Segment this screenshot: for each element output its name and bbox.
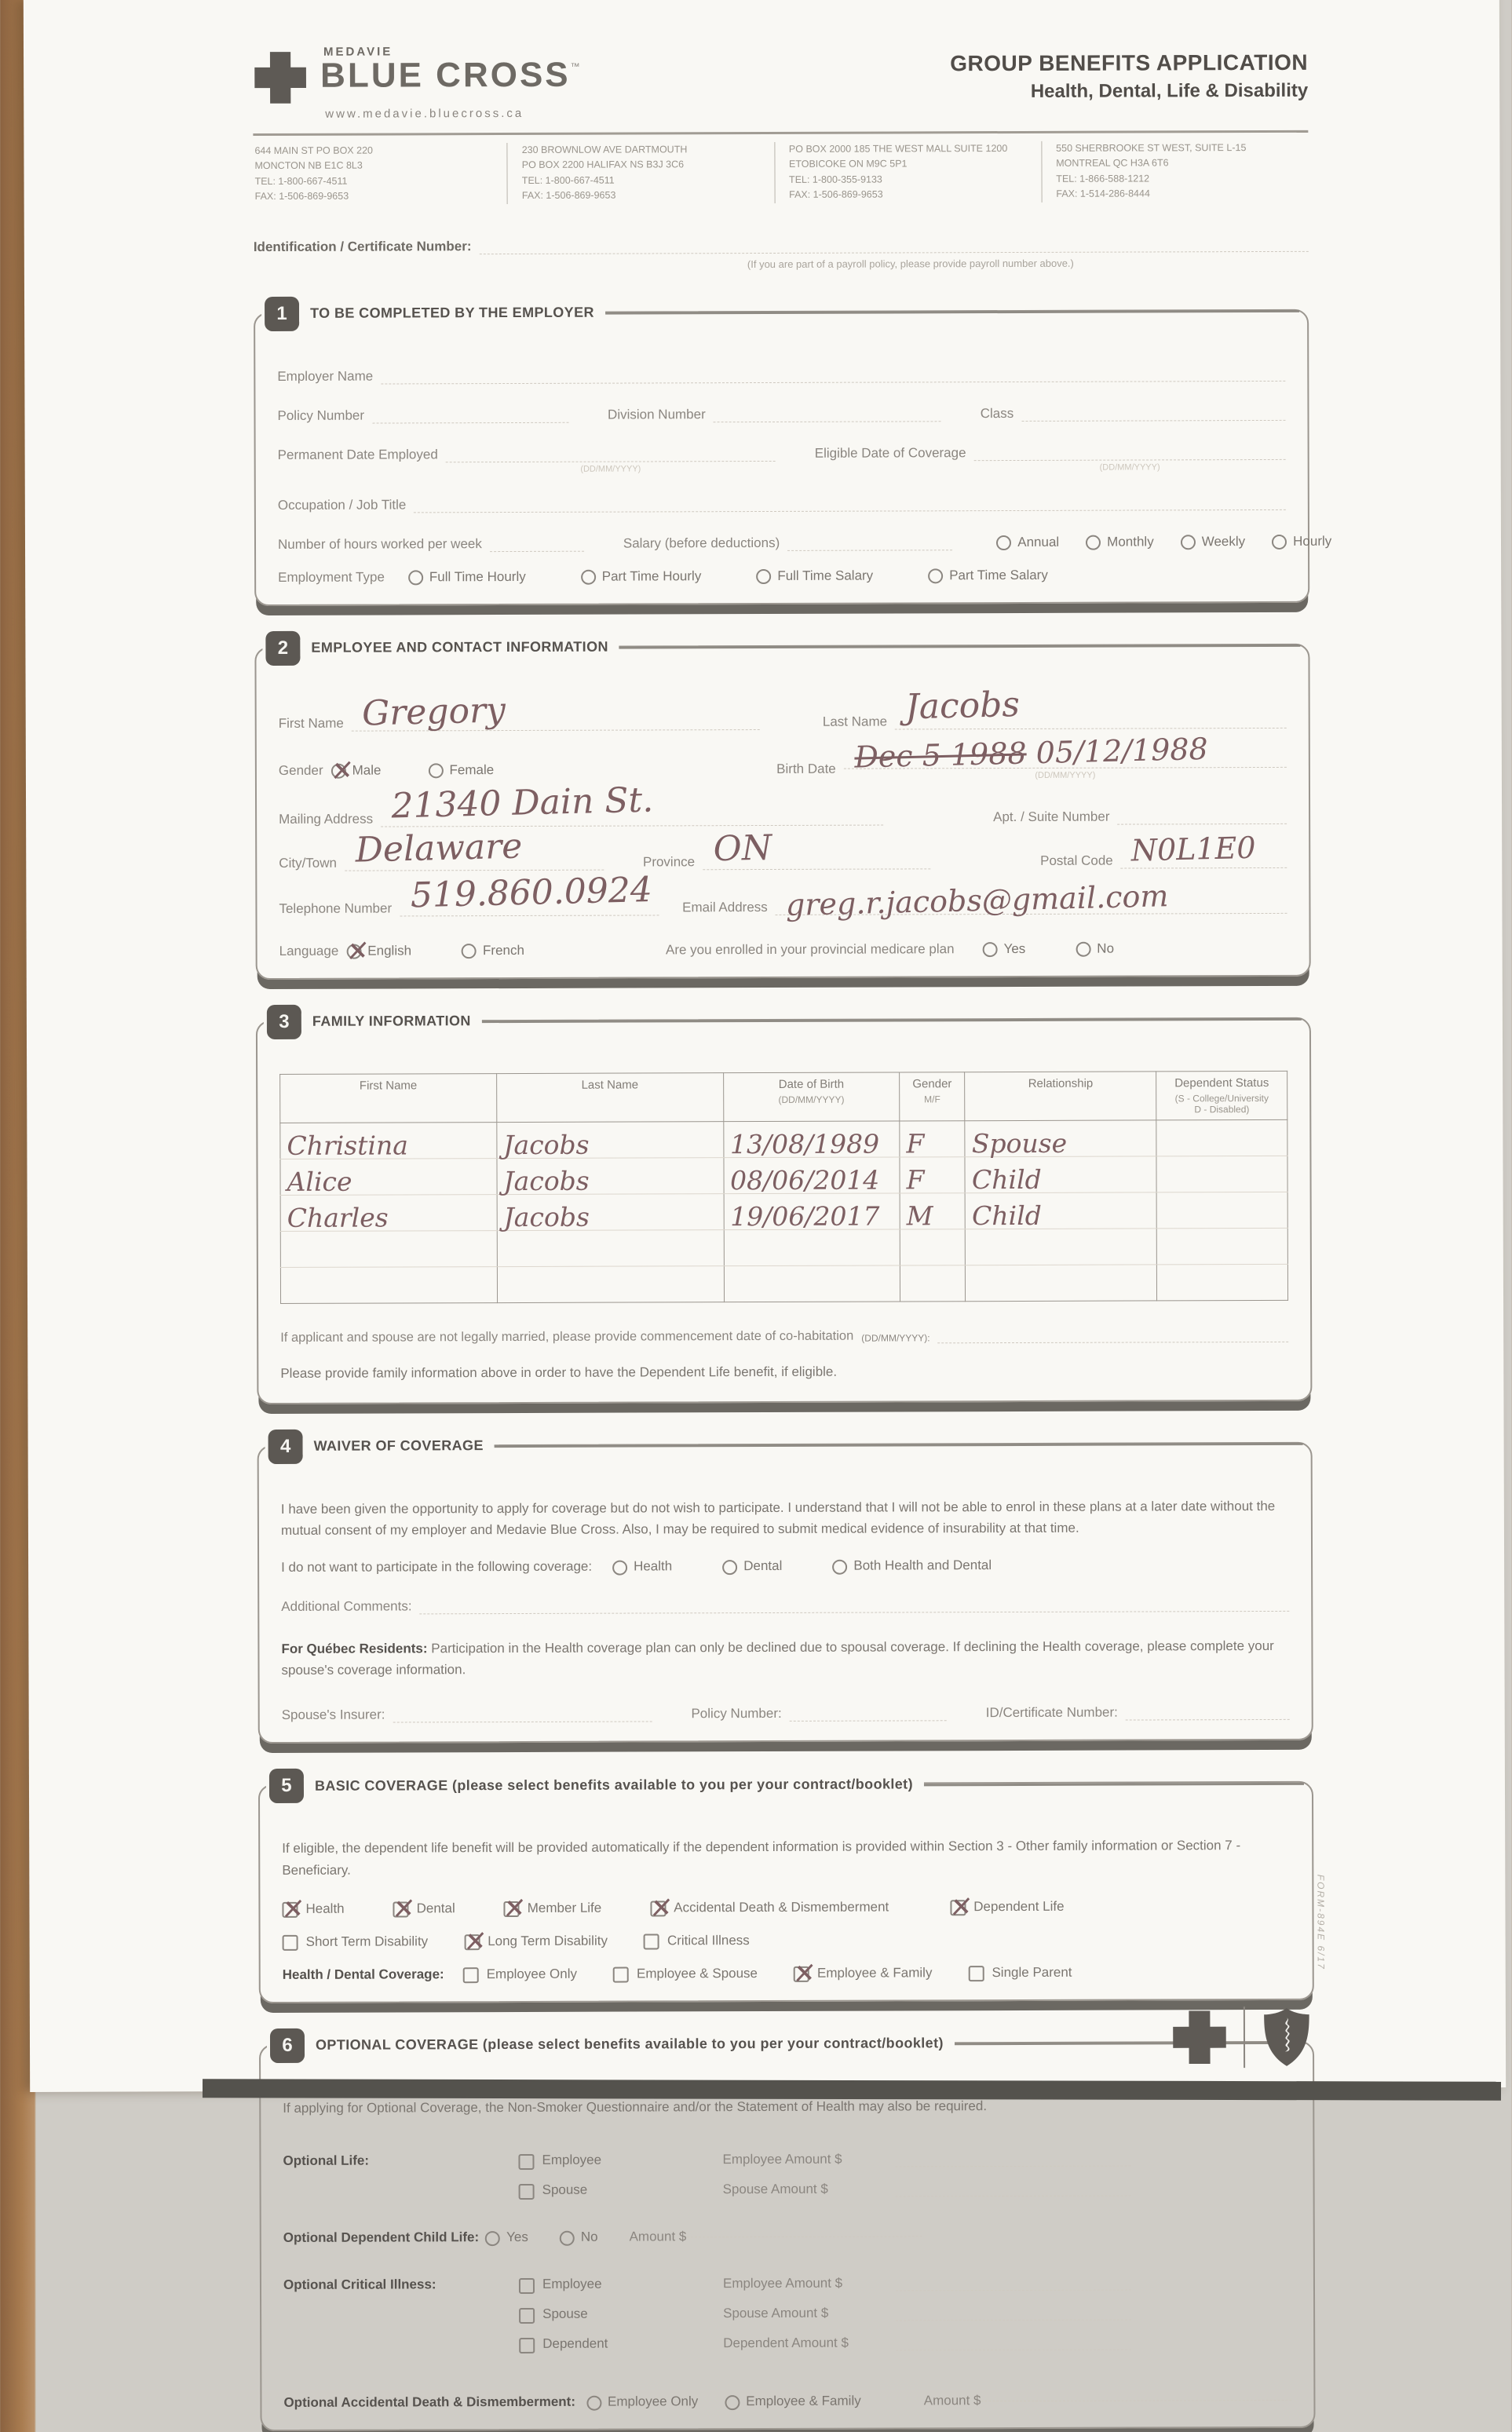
employment-fts-option[interactable]: Full Time Salary	[756, 568, 873, 583]
birth-date-label: Birth Date	[776, 761, 836, 776]
section2-title: EMPLOYEE AND CONTACT INFORMATION	[300, 639, 619, 656]
telephone-field[interactable]	[400, 869, 659, 916]
last-name-value: Jacobs	[904, 684, 1021, 727]
hd-employee-spouse-option[interactable]: Employee & Spouse	[613, 1966, 758, 1982]
section6-badge: 6	[270, 2028, 305, 2063]
last-name-field[interactable]	[895, 684, 1287, 729]
oci-employee-checkbox[interactable]	[519, 2277, 535, 2293]
section2-rule	[619, 645, 1301, 649]
oci-spouse-checkbox[interactable]	[519, 2307, 535, 2323]
basic-dental-option[interactable]: ✕ Dental	[393, 1901, 455, 1916]
cohabitation-label: If applicant and spouse are not legally married, please provide commencement date of co-habitation	[280, 1328, 854, 1345]
telephone-label: Telephone Number	[279, 900, 393, 916]
ol-employee-amount-field[interactable]	[895, 2166, 1130, 2167]
salary-weekly-radio[interactable]	[1181, 535, 1196, 550]
optional-life-label: Optional Life:	[283, 2153, 370, 2168]
employment-pts-radio[interactable]	[928, 568, 943, 583]
hours-label: Number of hours worked per week	[277, 535, 482, 552]
section2-badge: 2	[265, 630, 300, 665]
col-relationship: Relationship	[965, 1071, 1156, 1120]
office-etobicoke: PO BOX 2000 185 THE WEST MALL SUITE 1200 ETOBICOKE ON M9C 5P1 TEL: 1-800-355-9133 FAX: 1-506-869-9653	[774, 141, 1041, 203]
medicare-no-radio[interactable]	[1076, 942, 1090, 957]
form-subtitle: Health, Dental, Life & Disability	[1030, 79, 1309, 102]
employment-fts-radio[interactable]	[756, 569, 771, 584]
basic-member-life-option[interactable]: ✕ Member Life	[504, 1900, 602, 1915]
basic-dental-checkbox[interactable]	[393, 1902, 409, 1918]
section3-title: FAMILY INFORMATION	[301, 1013, 482, 1030]
ol-employee-checkbox[interactable]	[518, 2153, 534, 2169]
class-label: Class	[980, 405, 1014, 421]
section1-rule	[605, 310, 1299, 315]
footer-logos	[1171, 2007, 1313, 2069]
mailing-address-label: Mailing Address	[279, 811, 374, 827]
salary-annual-option[interactable]: Annual	[996, 534, 1059, 550]
ocl-yes-option[interactable]: Yes	[485, 2229, 528, 2245]
ocl-yes-radio[interactable]	[485, 2231, 500, 2246]
salary-annual-radio[interactable]	[996, 535, 1011, 550]
section4-rule	[495, 1443, 1303, 1448]
col-dob: Date of Birth (DD/MM/YYYY)	[723, 1072, 900, 1121]
medicare-question: Are you enrolled in your provincial medicare plan	[665, 940, 955, 957]
form-header	[253, 42, 1308, 121]
policy-number-label: Policy Number	[277, 407, 365, 423]
identification-note: (If you are part of a payroll policy, please provide payroll number above.)	[747, 257, 1074, 270]
family-row-4[interactable]	[280, 1228, 1287, 1267]
oadd-amount-field[interactable]	[981, 2399, 1291, 2401]
basic-dependent-life-checkbox[interactable]	[950, 1901, 966, 1916]
oci-dependent-option[interactable]: Dependent	[519, 2335, 723, 2352]
office-dartmouth: 230 BROWNLOW AVE DARTMOUTH PO BOX 2200 HALIFAX NS B3J 3C6 TEL: 1-800-667-4511 FAX: 1-506-869-9653	[507, 142, 774, 204]
section1-title: TO BE COMPLETED BY THE EMPLOYER	[299, 305, 605, 322]
section4-title: WAIVER OF COVERAGE	[303, 1437, 495, 1455]
medicare-yes-option[interactable]: Yes	[983, 940, 1026, 956]
section1-badge: 1	[265, 296, 299, 330]
oadd-amount-label: Amount $	[923, 2393, 981, 2408]
oci-dependent-amount-field[interactable]	[896, 2350, 1131, 2351]
decline-dental-option[interactable]: Dental	[722, 1558, 782, 1574]
family-row-2[interactable]: Alice Jacobs 08/06/2014 F Child	[280, 1156, 1287, 1195]
basic-ltd-checkbox[interactable]	[464, 1934, 480, 1950]
footer-logo-divider	[1244, 2007, 1245, 2068]
decline-health-option[interactable]: Health	[612, 1558, 672, 1574]
oci-dependent-checkbox[interactable]	[519, 2337, 535, 2353]
basic-coverage-note: If eligible, the dependent life benefit will be provided automatically if the dependent information is provided within Section 3 - Other family information or Section 7 - Beneficiary.	[282, 1838, 1241, 1878]
additional-comments-field[interactable]	[420, 1611, 1290, 1614]
province-value: ON	[712, 827, 772, 869]
basic-add-checkbox[interactable]	[650, 1901, 666, 1917]
employment-type-label: Employment Type	[278, 569, 385, 585]
permanent-date-label: Permanent Date Employed	[277, 446, 438, 462]
section3-badge: 3	[267, 1004, 301, 1039]
basic-std-option[interactable]: Short Term Disability	[283, 1934, 429, 1950]
oci-spouse-amount-label: Spouse Amount $	[723, 2305, 829, 2321]
gender-female-radio[interactable]	[428, 763, 443, 778]
oadd-employee-only-radio[interactable]	[586, 2395, 601, 2410]
additional-comments-label: Additional Comments:	[281, 1598, 412, 1615]
oci-spouse-amount-field[interactable]	[896, 2320, 1131, 2321]
apt-label: Apt. / Suite Number	[993, 809, 1110, 824]
birth-date-value: 05/12/1988	[1035, 731, 1209, 771]
identification-number-field[interactable]	[480, 250, 1309, 254]
decline-dental-radio[interactable]	[722, 1560, 737, 1575]
employment-fth-radio[interactable]	[408, 570, 423, 585]
basic-health-checkbox[interactable]	[282, 1902, 298, 1918]
waiver-paragraph: I have been given the opportunity to apply for coverage but do not wish to participate. I understand that I will not be able to enrol in these plans at a later date without the mutual consent of my employer and Medavie Blue Cross. Also, I may be required to submit medical evidence of insurability at that time.	[280, 1498, 1276, 1538]
oadd-employee-only-option[interactable]: Employee Only	[586, 2394, 698, 2409]
family-table-header	[280, 1071, 1287, 1123]
identification-label: Identification / Certificate Number:	[253, 238, 472, 254]
mailing-address-value: 21340 Dain St.	[390, 779, 654, 826]
class-field[interactable]	[1021, 419, 1285, 421]
salary-label: Salary (before deductions)	[623, 535, 780, 551]
occupation-label: Occupation / Job Title	[277, 496, 407, 513]
blue-cross-footer-icon	[1171, 2009, 1228, 2065]
section5-title: BASIC COVERAGE (please select benefits available to you per your contract/booklet)	[304, 1776, 924, 1794]
blue-cross-logo-icon	[253, 50, 308, 105]
hd-employee-only-option[interactable]: Employee Only	[463, 1966, 577, 1982]
basic-member-life-checkbox[interactable]	[504, 1901, 520, 1917]
brand-top: MEDAVIE	[323, 45, 393, 59]
optional-ci-label: Optional Critical Illness:	[283, 2277, 436, 2292]
dependent-life-note: Please provide family information above in order to have the Dependent Life benefit, if eligible.	[280, 1364, 838, 1381]
basic-add-option[interactable]: ✕ Accidental Death & Dismemberment	[650, 1899, 889, 1915]
office-addresses	[253, 141, 1308, 205]
medicare-yes-radio[interactable]	[983, 942, 998, 957]
basic-ltd-option[interactable]: ✕ Long Term Disability	[464, 1933, 608, 1949]
basic-dependent-life-option[interactable]: ✕ Dependent Life	[950, 1899, 1064, 1915]
salary-hourly-radio[interactable]	[1272, 535, 1287, 550]
ocl-amount-field[interactable]	[686, 2236, 922, 2237]
hours-field[interactable]	[490, 550, 584, 551]
salary-monthly-radio[interactable]	[1086, 535, 1101, 550]
brand-block	[253, 45, 580, 121]
oci-spouse-option[interactable]: Spouse	[519, 2306, 723, 2322]
ol-employee-option[interactable]: Employee	[518, 2152, 722, 2168]
spouse-insurer-field[interactable]	[393, 1722, 652, 1723]
policy-number-field[interactable]	[372, 422, 568, 423]
first-name-label: First Name	[278, 715, 344, 731]
quebec-residents-label: For Québec Residents:	[281, 1641, 428, 1657]
gender-male-option[interactable]: ✕ Male	[331, 762, 382, 778]
waiver-id-cert-field[interactable]	[1126, 1719, 1290, 1721]
division-number-field[interactable]	[714, 421, 941, 422]
office-moncton: 644 MAIN ST PO BOX 220 MONCTON NB E1C 8L3 TEL: 1-800-667-4511 FAX: 1-506-869-9653	[254, 144, 373, 203]
header-divider	[253, 130, 1308, 136]
province-label: Province	[642, 853, 696, 869]
first-name-value: Gregory	[361, 689, 506, 734]
section-family-information	[256, 1010, 1313, 1404]
ocl-no-radio[interactable]	[560, 2230, 575, 2245]
gender-male-radio[interactable]	[331, 764, 346, 779]
waiver-id-cert-label: ID/Certificate Number:	[985, 1705, 1118, 1721]
language-french-option[interactable]: French	[462, 942, 524, 958]
section-employer	[254, 302, 1332, 605]
email-field[interactable]	[776, 878, 1287, 922]
permanent-date-field[interactable]	[446, 460, 776, 474]
form-code: FORM-894E 6/17	[1315, 1874, 1327, 1970]
language-french-radio[interactable]	[462, 944, 477, 959]
employment-fth-option[interactable]: Full Time Hourly	[408, 568, 526, 584]
birth-date-crossed-value: Dec 5 1988	[853, 736, 1027, 775]
brand-trademark: ™	[570, 60, 580, 72]
ocl-amount-label: Amount $	[629, 2229, 687, 2244]
salary-field[interactable]	[787, 550, 952, 551]
hd-employee-spouse-checkbox[interactable]	[613, 1967, 629, 1983]
cohabitation-date-field[interactable]	[938, 1341, 1289, 1342]
hd-employee-family-option[interactable]: ✕ Employee & Family	[794, 1965, 932, 1981]
decline-health-radio[interactable]	[612, 1560, 627, 1575]
hd-single-parent-option[interactable]: Single Parent	[968, 1965, 1072, 1981]
section5-rule	[924, 1783, 1304, 1787]
ol-spouse-checkbox[interactable]	[519, 2183, 535, 2199]
optional-add-label: Optional Accidental Death & Dismemberment:	[283, 2394, 576, 2410]
spouse-insurer-label: Spouse's Insurer:	[281, 1707, 385, 1723]
gender-female-option[interactable]: Female	[428, 762, 494, 778]
optional-coverage-note: If applying for Optional Coverage, the Non-Smoker Questionnaire and/or the Statement of Health may also be required.	[283, 2098, 988, 2116]
col-last-name: Last Name	[496, 1072, 723, 1122]
medicare-no-option[interactable]: No	[1076, 940, 1114, 956]
employer-name-label: Employer Name	[277, 368, 374, 384]
birth-date-hint: (DD/MM/YYYY)	[1035, 770, 1096, 780]
brand-website: www.medavie.bluecross.ca	[325, 106, 524, 121]
oci-employee-amount-field[interactable]	[896, 2290, 1131, 2291]
family-table	[279, 1070, 1288, 1303]
email-value: greg.r.jacobs@gmail.com	[785, 878, 1170, 922]
scanner-bed-strip	[203, 2079, 1501, 2100]
language-english-option[interactable]: ✕ English	[346, 943, 411, 959]
occupation-field[interactable]	[414, 509, 1286, 512]
quebec-residents-text: Participation in the Health coverage plan can only be declined due to spousal coverage. If declining the Health coverage, please complete your spouse's coverage information.	[281, 1638, 1274, 1678]
family-row-1[interactable]: Christina Jacobs 13/08/1989 F Spouse	[280, 1119, 1287, 1159]
language-label: Language	[279, 943, 339, 959]
form-title: GROUP BENEFITS APPLICATION	[950, 49, 1309, 76]
oadd-employee-family-option[interactable]: Employee & Family	[725, 2394, 860, 2410]
waiver-policy-number-label: Policy Number:	[691, 1706, 782, 1722]
brand-main: BLUE CROSS	[320, 55, 571, 95]
eligible-date-field[interactable]	[974, 458, 1286, 473]
eligible-date-label: Eligible Date of Coverage	[814, 444, 966, 461]
hd-employee-only-checkbox[interactable]	[463, 1967, 479, 1983]
oci-employee-option[interactable]: Employee	[519, 2276, 723, 2292]
col-dependent-status: Dependent Status (S - College/University D - Disabled)	[1156, 1071, 1287, 1120]
eligible-date-hint: (DD/MM/YYYY)	[1099, 462, 1160, 473]
oadd-employee-family-radio[interactable]	[725, 2395, 740, 2410]
division-number-label: Division Number	[608, 406, 706, 422]
family-row-3[interactable]: Charles Jacobs 19/06/2017 M Child	[280, 1192, 1287, 1231]
col-first-name: First Name	[280, 1073, 497, 1123]
last-name-label: Last Name	[822, 714, 888, 729]
section5-badge: 5	[269, 1769, 304, 1803]
telephone-value: 519.860.0924	[409, 869, 652, 915]
employment-pts-option[interactable]: Part Time Salary	[928, 567, 1048, 582]
ocl-no-option[interactable]: No	[560, 2229, 598, 2245]
oci-employee-amount-label: Employee Amount $	[722, 2275, 843, 2291]
city-label: City/Town	[279, 855, 337, 871]
language-english-radio[interactable]	[346, 944, 361, 959]
cohabitation-hint: (DD/MM/YYYY):	[861, 1331, 930, 1344]
ol-spouse-option[interactable]: Spouse	[519, 2182, 723, 2198]
decline-label: I do not want to participate in the following coverage:	[281, 1558, 593, 1576]
apt-field[interactable]	[1117, 823, 1287, 824]
optional-child-life-label: Optional Dependent Child Life:	[283, 2229, 480, 2245]
col-gender: Gender M/F	[900, 1072, 966, 1120]
basic-std-checkbox[interactable]	[283, 1935, 298, 1951]
salary-hourly-option[interactable]: Hourly	[1272, 533, 1331, 549]
salary-weekly-option[interactable]: Weekly	[1181, 534, 1246, 550]
section-waiver	[257, 1435, 1313, 1744]
decline-both-radio[interactable]	[832, 1559, 847, 1574]
office-montreal: 550 SHERBROOKE ST WEST, SUITE L-15 MONTREAL QC H3A 6T6 TEL: 1-866-588-1212 FAX: 1-514-286-8444	[1041, 141, 1308, 203]
postal-code-value: N0L1E0	[1130, 830, 1257, 868]
basic-ci-option[interactable]: Critical Illness	[644, 1933, 750, 1948]
postal-code-field[interactable]	[1121, 830, 1287, 868]
employment-pth-option[interactable]: Part Time Hourly	[581, 568, 702, 584]
employment-pth-radio[interactable]	[581, 570, 596, 585]
oci-dependent-amount-label: Dependent Amount $	[723, 2335, 849, 2351]
decline-both-option[interactable]: Both Health and Dental	[832, 1557, 992, 1574]
basic-health-option[interactable]: ✕ Health	[282, 1901, 344, 1917]
employer-name-field[interactable]	[381, 380, 1285, 384]
ol-spouse-amount-label: Spouse Amount $	[722, 2181, 828, 2197]
birth-date-field[interactable]	[844, 731, 1287, 780]
scanned-page	[24, 0, 1506, 2410]
basic-ci-checkbox[interactable]	[644, 1934, 659, 1950]
ol-employee-amount-label: Employee Amount $	[722, 2151, 842, 2167]
section4-badge: 4	[268, 1430, 303, 1464]
family-row-5[interactable]	[280, 1264, 1287, 1303]
mailing-address-field[interactable]	[381, 779, 883, 827]
blue-shield-footer-icon	[1261, 2007, 1313, 2068]
ol-spouse-amount-field[interactable]	[896, 2196, 1131, 2197]
gender-label: Gender	[278, 762, 323, 778]
city-field[interactable]	[345, 826, 604, 871]
first-name-field[interactable]	[352, 689, 760, 734]
hd-coverage-label: Health / Dental Coverage:	[282, 1966, 444, 1982]
section-basic-coverage	[258, 1775, 1314, 2003]
hd-employee-family-checkbox[interactable]	[794, 1966, 809, 1982]
email-label: Email Address	[682, 899, 768, 915]
permanent-date-hint: (DD/MM/YYYY)	[580, 463, 641, 474]
hd-single-parent-checkbox[interactable]	[968, 1966, 984, 1981]
section-employee-contact	[254, 637, 1310, 979]
salary-monthly-option[interactable]: Monthly	[1086, 534, 1154, 550]
postal-code-label: Postal Code	[1040, 853, 1113, 868]
waiver-policy-number-field[interactable]	[790, 1721, 947, 1722]
province-field[interactable]	[703, 827, 930, 870]
section6-title: OPTIONAL COVERAGE (please select benefits available to you per your contract/booklet)	[305, 2036, 955, 2054]
city-value: Delaware	[354, 826, 523, 871]
section3-rule	[482, 1018, 1302, 1023]
